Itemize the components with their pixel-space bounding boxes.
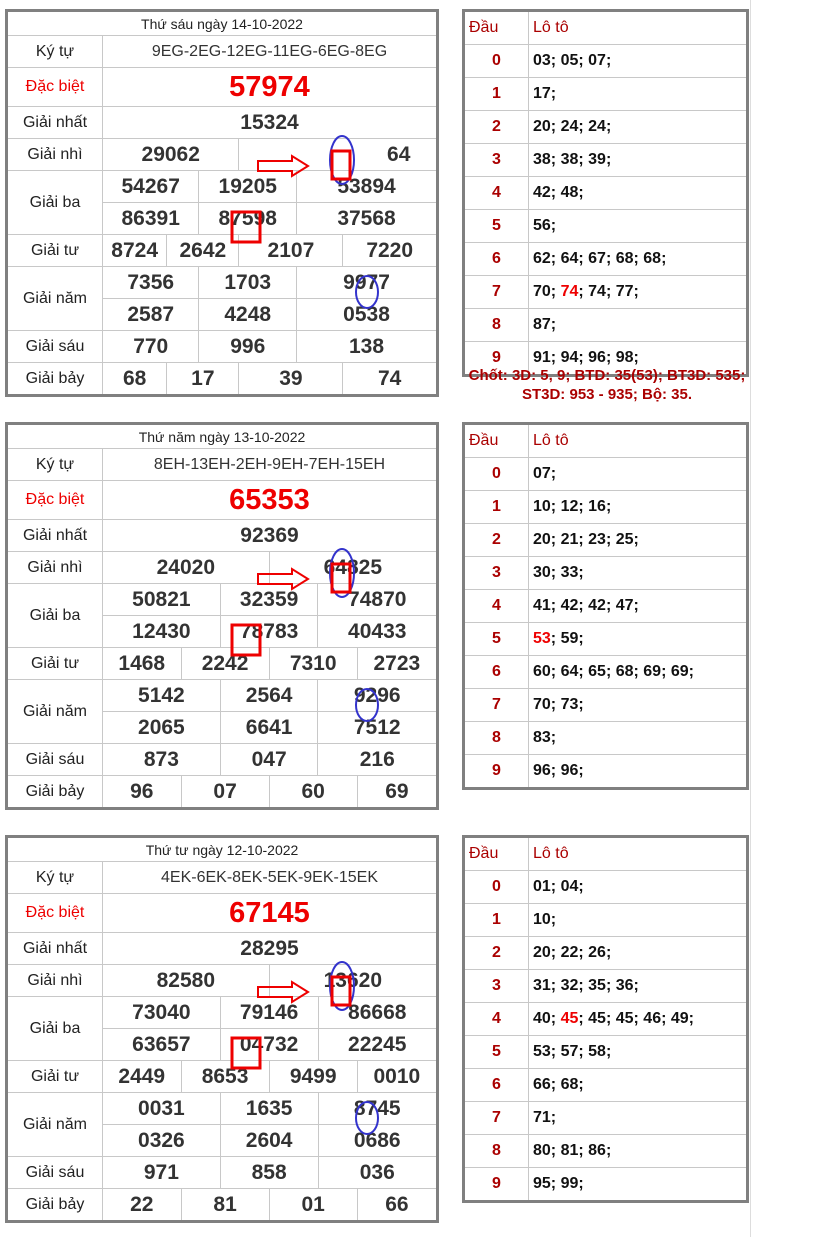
loto-values: 01; 04; — [529, 871, 748, 904]
loto-header-loto: Lô tô — [529, 11, 748, 45]
ky-tu-codes: 9EG-2EG-12EG-11EG-6EG-8EG — [103, 36, 438, 68]
annotation-overlay — [0, 826, 819, 1239]
prize4-number: 2723 — [357, 648, 437, 680]
label-giai-nam: Giải năm — [7, 1093, 103, 1157]
prize3-number: 87598 — [199, 203, 297, 235]
loto-head-digit: 8 — [464, 309, 529, 342]
loto-head-digit: 8 — [464, 1135, 529, 1168]
annotation-overlay — [0, 0, 819, 413]
prize5-number: 0326 — [103, 1125, 221, 1157]
prize5-number: 1635 — [220, 1093, 318, 1125]
draw-date-title: Thứ năm ngày 13-10-2022 — [7, 424, 438, 449]
prize5-number: 5142 — [103, 680, 221, 712]
label-giai-sau: Giải sáu — [7, 331, 103, 363]
prize7-number: 60 — [269, 776, 357, 809]
prize7-number: 74 — [343, 363, 438, 396]
loto-values: 71; — [529, 1102, 748, 1135]
label-giai-sau: Giải sáu — [7, 744, 103, 776]
prize3-number: 50821 — [103, 584, 221, 616]
prize5-number: 6641 — [220, 712, 318, 744]
prize7-number: 39 — [239, 363, 343, 396]
label-dac-biet: Đặc biệt — [7, 894, 103, 933]
loto-values: 20; 22; 26; — [529, 937, 748, 970]
loto-head-digit: 5 — [464, 623, 529, 656]
label-ky-tu: Ký tự — [7, 449, 103, 481]
prize4-number: 8653 — [181, 1061, 269, 1093]
draw-date-title: Thứ tư ngày 12-10-2022 — [7, 837, 438, 862]
prize7-number: 96 — [103, 776, 182, 809]
prize2-number: 82580 — [103, 965, 270, 997]
loto-header-dau: Đầu — [464, 837, 529, 871]
loto-head-digit: 6 — [464, 243, 529, 276]
prize5-number: 0538 — [297, 299, 438, 331]
label-giai-ba: Giải ba — [7, 584, 103, 648]
loto-values: 66; 68; — [529, 1069, 748, 1102]
loto-head-digit: 4 — [464, 590, 529, 623]
label-giai-tu: Giải tư — [7, 648, 103, 680]
prize3-number: 19205 — [199, 171, 297, 203]
square-mark-icon — [232, 1038, 260, 1068]
loto-values: 53; 57; 58; — [529, 1036, 748, 1069]
prize6-number: 047 — [220, 744, 318, 776]
loto-head-digit: 9 — [464, 755, 529, 789]
label-giai-nam: Giải năm — [7, 680, 103, 744]
square-mark-icon — [332, 564, 350, 592]
prize7-number: 69 — [357, 776, 437, 809]
loto-values-pre: 70; — [533, 283, 561, 300]
loto-head-digit: 9 — [464, 1168, 529, 1202]
chot-line-2: ST3D: 953 - 935; Bộ: 35. — [521, 386, 693, 403]
prize4-number: 7220 — [343, 235, 438, 267]
arrow-icon — [258, 569, 308, 589]
loto-head-digit: 3 — [464, 970, 529, 1003]
prize2-number: 24020 — [103, 552, 270, 584]
prize3-number: 74870 — [318, 584, 438, 616]
loto-head-digit: 3 — [464, 557, 529, 590]
loto-values: 10; — [529, 904, 748, 937]
loto-values: 20; 24; 24; — [529, 111, 748, 144]
prize5-number: 2587 — [103, 299, 199, 331]
loto-head-digit: 2 — [464, 937, 529, 970]
prize4-number: 7310 — [269, 648, 357, 680]
label-giai-ba: Giải ba — [7, 997, 103, 1061]
label-giai-nhat: Giải nhất — [7, 107, 103, 139]
prize4-number: 2107 — [239, 235, 343, 267]
special-prize-number: 65353 — [103, 481, 438, 520]
prize5-number: 9977 — [297, 267, 438, 299]
prize3-number: 32359 — [220, 584, 318, 616]
prize5-number: 2604 — [220, 1125, 318, 1157]
loto-values: 03; 05; 07; — [529, 45, 748, 78]
loto-header-loto: Lô tô — [529, 424, 748, 458]
annotation-overlay — [0, 413, 819, 826]
loto-head-digit: 0 — [464, 45, 529, 78]
prize3-number: 40433 — [318, 616, 438, 648]
prize3-number: 22245 — [318, 1029, 438, 1061]
loto-head-digit: 5 — [464, 210, 529, 243]
label-giai-nhat: Giải nhất — [7, 933, 103, 965]
prize7-number: 81 — [181, 1189, 269, 1222]
prize6-number: 873 — [103, 744, 221, 776]
label-giai-tu: Giải tư — [7, 1061, 103, 1093]
chot-line-1: Chốt: 3D: 5, 9; BTD: 35(53); BT3D: 535; — [468, 367, 746, 384]
first-prize-number: 92369 — [103, 520, 438, 552]
prize7-number: 68 — [103, 363, 167, 396]
prize3-number: 63657 — [103, 1029, 221, 1061]
prize3-number: 78783 — [220, 616, 318, 648]
prize5-number: 8745 — [318, 1093, 438, 1125]
prize6-number: 138 — [297, 331, 438, 363]
prize2-number: 13620 — [269, 965, 437, 997]
loto-head-digit: 6 — [464, 1069, 529, 1102]
draw-date-title: Thứ sáu ngày 14-10-2022 — [7, 11, 438, 36]
loto-values: 56; — [529, 210, 748, 243]
label-giai-ba: Giải ba — [7, 171, 103, 235]
prize6-number: 996 — [199, 331, 297, 363]
prize5-number: 9296 — [318, 680, 438, 712]
label-giai-sau: Giải sáu — [7, 1157, 103, 1189]
loto-values: 70; 73; — [529, 689, 748, 722]
loto-values: 07; — [529, 458, 748, 491]
label-ky-tu: Ký tự — [7, 36, 103, 68]
loto-head-digit: 0 — [464, 458, 529, 491]
loto-values: 41; 42; 42; 47; — [529, 590, 748, 623]
prize4-number: 2642 — [167, 235, 239, 267]
prize7-number: 66 — [357, 1189, 437, 1222]
square-mark-icon — [232, 625, 260, 655]
prize3-number: 37568 — [297, 203, 438, 235]
prize5-number: 2564 — [220, 680, 318, 712]
loto-head-digit: 6 — [464, 656, 529, 689]
loto-values: 10; 12; 16; — [529, 491, 748, 524]
loto-values-pre: 40; — [533, 1010, 561, 1027]
prize6-number: 036 — [318, 1157, 438, 1189]
label-giai-tu: Giải tư — [7, 235, 103, 267]
ky-tu-codes: 4EK-6EK-8EK-5EK-9EK-15EK — [103, 862, 438, 894]
prize3-number: 86391 — [103, 203, 199, 235]
circle-mark-icon — [356, 1102, 378, 1134]
loto-head-digit: 9 — [464, 342, 529, 376]
prize4-number: 2242 — [181, 648, 269, 680]
label-dac-biet: Đặc biệt — [7, 68, 103, 107]
label-giai-nhi: Giải nhì — [7, 552, 103, 584]
label-giai-bay: Giải bảy — [7, 1189, 103, 1222]
loto-header-dau: Đầu — [464, 11, 529, 45]
prize2-number-tail: 64 — [387, 142, 411, 166]
loto-head-digit: 1 — [464, 491, 529, 524]
prize7-number: 17 — [167, 363, 239, 396]
prize6-number: 216 — [318, 744, 438, 776]
ky-tu-codes: 8EH-13EH-2EH-9EH-7EH-15EH — [103, 449, 438, 481]
prize5-number: 7356 — [103, 267, 199, 299]
prize3-number: 79146 — [220, 997, 318, 1029]
label-dac-biet: Đặc biệt — [7, 481, 103, 520]
prize2-number: 29062 — [103, 139, 239, 171]
prize4-number: 1468 — [103, 648, 182, 680]
loto-header-dau: Đầu — [464, 424, 529, 458]
loto-head-digit: 1 — [464, 78, 529, 111]
prize3-number: 53894 — [297, 171, 438, 203]
arrow-icon — [258, 982, 308, 1002]
loto-head-digit: 2 — [464, 524, 529, 557]
prize6-number: 971 — [103, 1157, 221, 1189]
special-prize-number: 67145 — [103, 894, 438, 933]
loto-values: 83; — [529, 722, 748, 755]
loto-head-digit: 3 — [464, 144, 529, 177]
prize5-number: 0031 — [103, 1093, 221, 1125]
circle-mark-icon — [356, 689, 378, 721]
loto-head-digit: 7 — [464, 276, 529, 309]
loto-head-digit: 8 — [464, 722, 529, 755]
square-mark-icon — [332, 151, 350, 179]
loto-values-post: ; 74; 77; — [578, 283, 639, 300]
prize7-number: 22 — [103, 1189, 182, 1222]
prize5-number: 2065 — [103, 712, 221, 744]
prize3-number: 73040 — [103, 997, 221, 1029]
chot-prediction — [442, 366, 772, 404]
first-prize-number: 15324 — [103, 107, 438, 139]
prize3-number: 12430 — [103, 616, 221, 648]
loto-head-digit: 2 — [464, 111, 529, 144]
loto-head-digit: 5 — [464, 1036, 529, 1069]
prize5-number: 4248 — [199, 299, 297, 331]
label-giai-nhi: Giải nhì — [7, 965, 103, 997]
loto-values: 38; 38; 39; — [529, 144, 748, 177]
prize4-number: 2449 — [103, 1061, 182, 1093]
prize7-number: 01 — [269, 1189, 357, 1222]
label-giai-nhat: Giải nhất — [7, 520, 103, 552]
loto-head-digit: 1 — [464, 904, 529, 937]
prize7-number: 07 — [181, 776, 269, 809]
loto-values: 62; 64; 67; 68; 68; — [529, 243, 748, 276]
prize3-number: 04732 — [220, 1029, 318, 1061]
loto-head-digit: 4 — [464, 1003, 529, 1036]
special-prize-number: 57974 — [103, 68, 438, 107]
loto-values: 60; 64; 65; 68; 69; 69; — [529, 656, 748, 689]
label-giai-nhi: Giải nhì — [7, 139, 103, 171]
prize6-number: 858 — [220, 1157, 318, 1189]
label-giai-bay: Giải bảy — [7, 776, 103, 809]
loto-head-digit: 0 — [464, 871, 529, 904]
prize4-number: 0010 — [357, 1061, 437, 1093]
loto-values: 20; 21; 23; 25; — [529, 524, 748, 557]
loto-values: 42; 48; — [529, 177, 748, 210]
square-mark-icon — [232, 212, 260, 242]
first-prize-number: 28295 — [103, 933, 438, 965]
label-ky-tu: Ký tự — [7, 862, 103, 894]
prize5-number: 7512 — [318, 712, 438, 744]
prize5-number: 1703 — [199, 267, 297, 299]
loto-values: 87; — [529, 309, 748, 342]
loto-values: 31; 32; 35; 36; — [529, 970, 748, 1003]
label-giai-nam: Giải năm — [7, 267, 103, 331]
loto-highlight: 53 — [533, 630, 551, 647]
loto-values-post: ; 59; — [550, 630, 584, 647]
loto-values: 91; 94; 96; 98; — [529, 342, 748, 376]
prize6-number: 770 — [103, 331, 199, 363]
loto-highlight: 45 — [560, 1010, 579, 1027]
prize4-number: 8724 — [103, 235, 167, 267]
loto-head-digit: 7 — [464, 689, 529, 722]
loto-head-digit: 4 — [464, 177, 529, 210]
loto-values: 30; 33; — [529, 557, 748, 590]
loto-highlight: 74 — [560, 283, 579, 300]
loto-values: 17; — [529, 78, 748, 111]
prize3-number: 86668 — [318, 997, 438, 1029]
loto-values-post: ; 45; 45; 46; 49; — [578, 1010, 694, 1027]
square-mark-icon — [332, 977, 350, 1005]
prize5-number: 0686 — [318, 1125, 438, 1157]
prize3-number: 54267 — [103, 171, 199, 203]
loto-header-loto: Lô tô — [529, 837, 748, 871]
prize4-number: 9499 — [269, 1061, 357, 1093]
circle-mark-icon — [356, 276, 378, 308]
label-giai-bay: Giải bảy — [7, 363, 103, 396]
loto-values: 80; 81; 86; — [529, 1135, 748, 1168]
loto-values: 96; 96; — [529, 755, 748, 789]
arrow-icon — [258, 156, 308, 176]
loto-head-digit: 7 — [464, 1102, 529, 1135]
prize2-number: 64825 — [269, 552, 437, 584]
loto-values: 95; 99; — [529, 1168, 748, 1202]
